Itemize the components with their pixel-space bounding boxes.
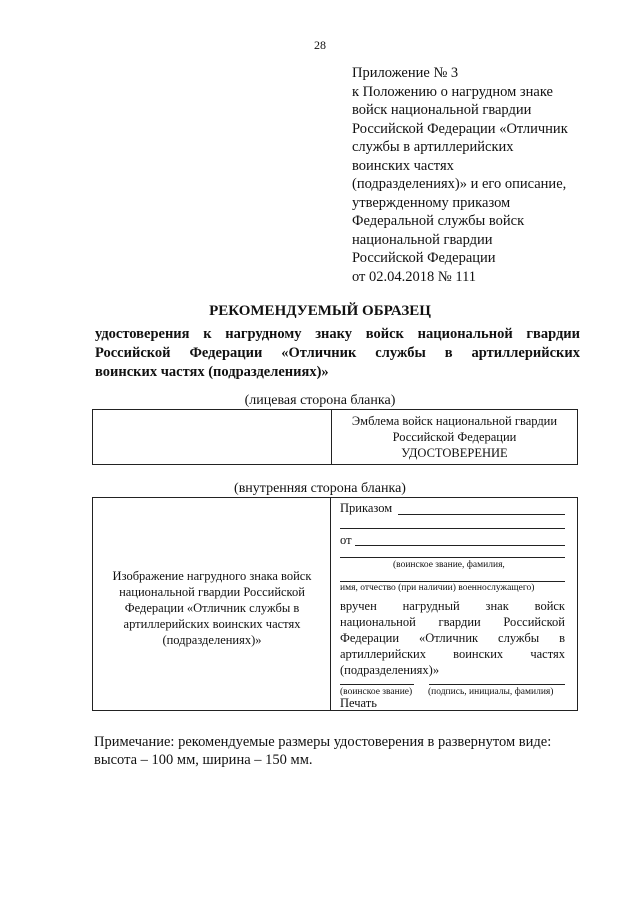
appendix-block — [352, 64, 602, 286]
subheading-line: Российской Федерации «Отличник службы в артиллерийских — [95, 345, 580, 361]
subheading-line: воинских частях (подразделениях)» — [95, 364, 329, 380]
note — [94, 733, 584, 769]
rank-name-field-line — [340, 557, 565, 558]
certificate-title: УДОСТОВЕРЕНИЕ — [401, 446, 508, 460]
appendix-line: (подразделениях)» и его описание, — [352, 176, 567, 192]
front-side-form — [92, 409, 578, 465]
order-field-line-2 — [340, 528, 565, 529]
badge-text-line: Федерации «Отличник службы в — [124, 601, 300, 615]
badge-text-line: артиллерийских воинских частях — [123, 617, 301, 631]
rank-name-caption: (воинское звание, фамилия, — [393, 560, 505, 570]
patronymic-field-line — [340, 581, 565, 582]
front-left-cell — [93, 410, 332, 464]
emblem-line: Эмблема войск национальной гвардии — [351, 414, 558, 428]
subheading-line: удостоверения к нагрудному знаку войск национальной гвардии — [95, 326, 580, 342]
award-text-line: (подразделениях)» — [340, 663, 440, 677]
note-line: высота – 100 мм, ширина – 150 мм. — [94, 752, 313, 768]
award-text — [340, 598, 565, 678]
appendix-line: войск национальной гвардии — [352, 102, 532, 118]
badge-text-line: Изображение нагрудного знака войск — [112, 569, 312, 583]
appendix-line: Приложение № 3 — [352, 65, 459, 81]
appendix-line: национальной гвардии — [352, 231, 493, 248]
award-text-line: артиллерийских воинских частях — [340, 647, 565, 661]
from-label: от — [340, 533, 352, 547]
date-field-line — [355, 545, 565, 546]
appendix-line: утвержденному приказом — [352, 194, 511, 211]
page-number: 28 — [314, 38, 326, 52]
badge-text-line: национальной гвардии Российской — [119, 585, 305, 599]
patronymic-caption: имя, отчество (при наличии) военнослужащего) — [340, 583, 535, 593]
order-field-line — [398, 514, 565, 515]
front-right-cell — [332, 410, 577, 464]
inner-side-form — [92, 497, 578, 711]
front-side-caption: (лицевая сторона бланка) — [244, 393, 396, 408]
document-subheading — [95, 325, 580, 382]
emblem-line: Российской Федерации — [392, 430, 517, 444]
award-text-line: национальной гвардии Российской — [340, 615, 565, 629]
inner-right-cell — [331, 498, 577, 710]
award-text-line: вручен нагрудный знак войск — [340, 599, 565, 613]
badge-image-placeholder — [99, 568, 325, 648]
signature-line — [429, 684, 565, 685]
inner-left-cell — [93, 498, 331, 710]
rank-caption: (воинское звание) — [340, 687, 413, 697]
appendix-line: к Положению о нагрудном знаке — [352, 83, 553, 100]
appendix-line: Федеральной службы войск — [352, 213, 525, 229]
inner-side-caption: (внутренняя сторона бланка) — [234, 481, 406, 496]
note-line: Примечание: рекомендуемые размеры удостоверения в развернутом виде: — [94, 734, 552, 750]
appendix-line: от 02.04.2018 № 111 — [352, 268, 477, 285]
signature-caption: (подпись, инициалы, фамилия) — [428, 687, 554, 697]
appendix-line: воинских частях — [352, 157, 454, 174]
award-text-line: Федерации «Отличник службы в — [340, 631, 565, 645]
appendix-line: Российской Федерации «Отличник — [352, 120, 568, 137]
document-heading: РЕКОМЕНДУЕМЫЙ ОБРАЗЕЦ — [209, 303, 431, 319]
appendix-line: Российской Федерации — [352, 250, 496, 266]
order-label: Приказом — [340, 501, 393, 515]
appendix-line: службы в артиллерийских — [352, 139, 514, 155]
stamp-label: Печать — [340, 696, 377, 710]
badge-text-line: (подразделениях)» — [162, 633, 262, 647]
rank-signature-line — [340, 684, 414, 685]
